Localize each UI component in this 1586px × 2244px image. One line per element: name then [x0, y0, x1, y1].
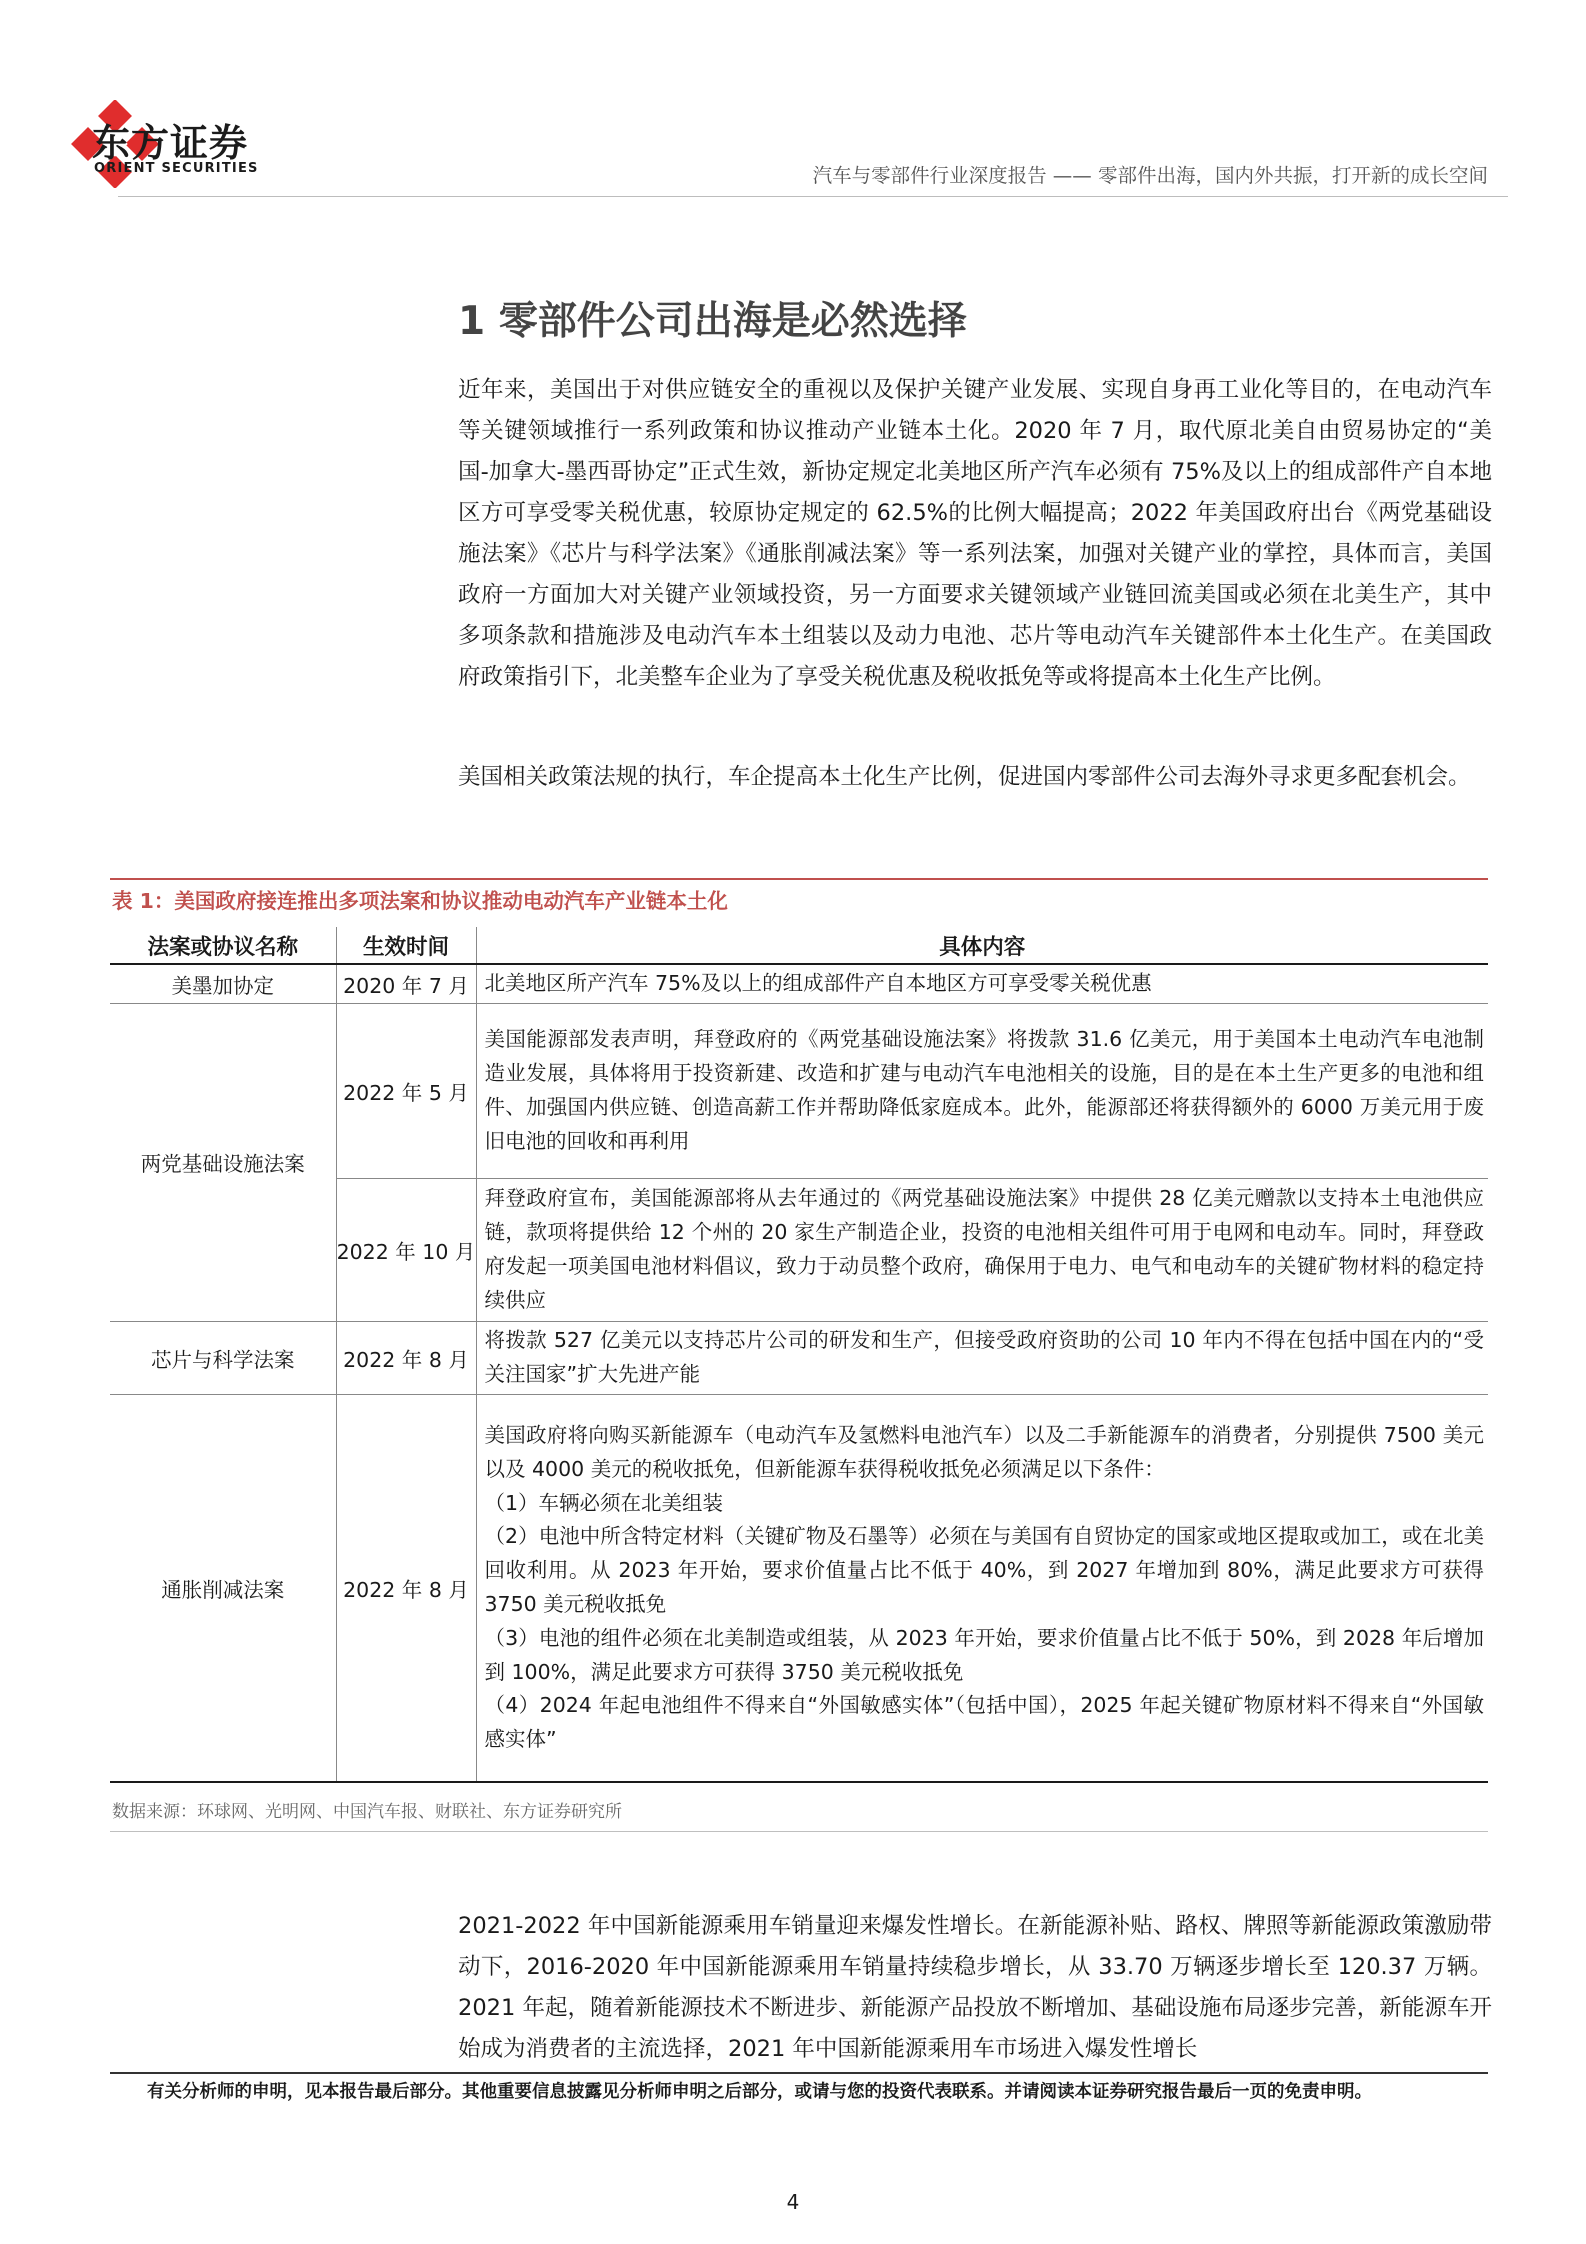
page-number: 4	[786, 2190, 800, 2214]
table-top-rule	[110, 878, 1488, 880]
report-title: 汽车与零部件行业深度报告 —— 零部件出海，国内外共振，打开新的成长空间	[812, 164, 1488, 187]
table-cell-content: 北美地区所产汽车 75%及以上的组成部件产自本地区方可享受零关税优惠	[476, 964, 1488, 1003]
logo-english-name: ORIENT SECURITIES	[94, 161, 259, 176]
body-paragraph: 2021-2022 年中国新能源乘用车销量迎来爆发性增长。在新能源补贴、路权、牌照等新能源政策激励带动下，2016-2020 年中国新能源乘用车销量持续稳步增长，从 33.70 万辆逐步增长至 120.37 万辆。2021 年起，随着新能源技术不断进步、新能源产品投放不断增加、基础设施布局逐步完善，新能源车开始成为消费者的主流选择，2021 年中国新能源乘用车市场进入爆发性增长	[458, 1913, 1492, 2062]
table-source-note: 数据来源：环球网、光明网、中国汽车报、财联社、东方证券研究所	[112, 1802, 622, 1822]
table-cell-date: 2022 年 10 月	[336, 1178, 476, 1321]
table-header-name: 法案或协议名称	[110, 927, 336, 964]
table-cell-name: 芯片与科学法案	[110, 1321, 336, 1394]
logo-chinese-name: 东方证券	[92, 121, 249, 165]
ira-condition-1: （1）车辆必须在北美组装	[484, 1490, 724, 1515]
body-paragraph: 美国相关政策法规的执行，车企提高本土化生产比例，促进国内零部件公司去海外寻求更多配套机会。	[458, 764, 1471, 790]
legislation-table	[110, 927, 1488, 1783]
ira-condition-2: （2）电池中所含特定材料（关键矿物及石墨等）必须在与美国有自贸协定的国家或地区提取或加工，或在北美回收利用。从 2023 年开始，要求价值量占比不低于 40%，到 2027 年增加到 80%，满足此要求方可获得 3750 美元税收抵免	[484, 1524, 1484, 1617]
table-cell-date: 2022 年 8 月	[336, 1321, 476, 1394]
table-cell-name: 美墨加协定	[110, 964, 336, 1003]
section-title: 1 零部件公司出海是必然选择	[458, 299, 967, 344]
table-cell-date: 2022 年 8 月	[336, 1394, 476, 1782]
table-cell-content: 拜登政府宣布，美国能源部将从去年通过的《两党基础设施法案》中提供 28 亿美元赠款以支持本土电池供应链，款项将提供给 12 个州的 20 家生产制造企业，投资的电池相关组件可用于电网和电动车。同时，拜登政府发起一项美国电池材料倡议，致力于动员整个政府，确保用于电力、电气和电动车的关键矿物材料的稳定持续供应	[476, 1178, 1488, 1321]
table-row	[110, 1003, 1488, 1178]
table-cell-name: 通胀削减法案	[110, 1394, 336, 1782]
ira-condition-4: （4）2024 年起电池组件不得来自“外国敏感实体”（包括中国），2025 年起关键矿物原材料不得来自“外国敏感实体”	[484, 1693, 1484, 1752]
body-paragraph: 近年来，美国出于对供应链安全的重视以及保护关键产业发展、实现自身再工业化等目的，在电动汽车等关键领域推行一系列政策和协议推动产业链本土化。2020 年 7 月，取代原北美自由贸易协定的“美国-加拿大-墨西哥协定”正式生效，新协定规定北美地区所产汽车必须有 75%及以上的组成部件产自本地区方可享受零关税优惠，较原协定规定的 62.5%的比例大幅提高；2022 年美国政府出台《两党基础设施法案》《芯片与科学法案》《通胀削减法案》等一系列法案，加强对关键产业的掌控，具体而言，美国政府一方面加大对关键产业领域投资，另一方面要求关键领域产业链回流美国或必须在北美生产，其中多项条款和措施涉及电动汽车本土组装以及动力电池、芯片等电动汽车关键部件本土化生产。在美国政府政策指引下，北美整车企业为了享受关税优惠及税收抵免等或将提高本土化生产比例。	[458, 377, 1492, 690]
table-header-date: 生效时间	[336, 927, 476, 964]
table-row	[110, 1321, 1488, 1394]
table-header-content: 具体内容	[476, 927, 1488, 964]
ira-condition-3: （3）电池的组件必须在北美制造或组装，从 2023 年开始，要求价值量占比不低于 50%，到 2028 年后增加到 100%，满足此要求方可获得 3750 美元税收抵免	[484, 1625, 1484, 1684]
table-caption: 表 1：美国政府接连推出多项法案和协议推动电动汽车产业链本土化	[112, 889, 728, 913]
table-cell-content	[476, 1394, 1488, 1782]
footer-disclaimer: 有关分析师的申明，见本报告最后部分。其他重要信息披露见分析师申明之后部分，或请与您的投资代表联系。并请阅读本证券研究报告最后一页的免责申明。	[147, 2082, 1372, 2102]
table-cell-content: 美国能源部发表声明，拜登政府的《两党基础设施法案》将拨款 31.6 亿美元，用于美国本土电动汽车电池制造业发展，具体将用于投资新建、改造和扩建与电动汽车电池相关的设施，目的是在本土生产更多的电池和组件、加强国内供应链、创造高薪工作并帮助降低家庭成本。此外，能源部还将获得额外的 6000 万美元用于废旧电池的回收和再利用	[476, 1003, 1488, 1178]
table-cell-date: 2020 年 7 月	[336, 964, 476, 1003]
footer-divider	[110, 2072, 1488, 2074]
table-cell-content: 将拨款 527 亿美元以支持芯片公司的研发和生产，但接受政府资助的公司 10 年内不得在包括中国在内的“受关注国家”扩大先进产能	[476, 1321, 1488, 1394]
source-divider	[110, 1831, 1488, 1832]
ira-intro: 美国政府将向购买新能源车（电动汽车及氢燃料电池汽车）以及二手新能源车的消费者，分别提供 7500 美元以及 4000 美元的税收抵免，但新能源车获得税收抵免必须满足以下条件：	[484, 1423, 1484, 1481]
header-divider	[118, 196, 1508, 197]
table-cell-name: 两党基础设施法案	[110, 1003, 336, 1321]
table-row	[110, 964, 1488, 1003]
table-cell-date: 2022 年 5 月	[336, 1003, 476, 1178]
table-row	[110, 1394, 1488, 1782]
